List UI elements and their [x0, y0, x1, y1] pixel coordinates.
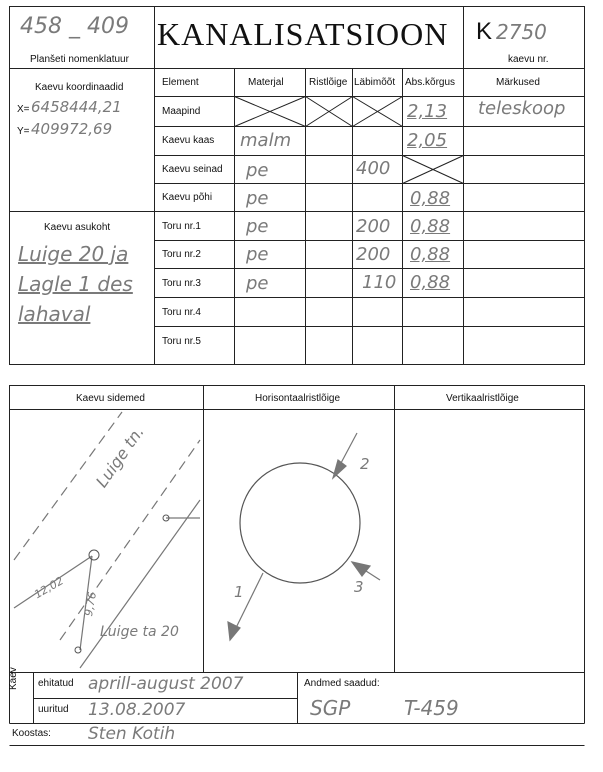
row-material: malm	[240, 130, 292, 151]
tie-distance-2: 9,76	[82, 590, 100, 618]
col-header-abs-height: Abs.kõrgus	[405, 77, 456, 88]
surveyed-label: uuritud	[38, 704, 69, 715]
horizontal-section-label: Horisontaalristlõige	[255, 393, 341, 404]
row-diameter: 400	[356, 158, 391, 179]
row-height: 2,05	[407, 130, 448, 151]
data-source-2: T-459	[404, 696, 459, 720]
pipe-2-label: 2	[360, 455, 370, 473]
compiled-by: Sten Kotih	[88, 724, 176, 744]
row-element: Toru nr.2	[162, 249, 201, 260]
sheet-number: 458 _ 409	[20, 14, 129, 39]
pipe-3-arrow	[352, 562, 370, 576]
data-source-label: Andmed saadud:	[304, 678, 380, 689]
well-number: 2750	[496, 20, 547, 44]
row-diameter: 200	[356, 244, 391, 265]
row-height: 0,88	[410, 244, 451, 265]
x-prefix: X=	[17, 104, 30, 115]
pipe-1-label: 1	[234, 583, 244, 601]
well-prefix: K	[476, 18, 493, 45]
row-material: pe	[246, 273, 269, 294]
row-diameter: 200	[356, 216, 391, 237]
surveyed-date: 13.08.2007	[88, 700, 186, 720]
row-element: Toru nr.1	[162, 221, 201, 232]
col-header-notes: Märkused	[496, 77, 540, 88]
page-title: KANALISATSIOON	[157, 16, 449, 52]
vertical-section-label: Vertikaalristlõige	[446, 393, 519, 404]
row-material: pe	[246, 216, 269, 237]
row-element: Maapind	[162, 106, 201, 117]
row-height: 0,88	[410, 216, 451, 237]
row-element: Toru nr.3	[162, 278, 201, 289]
ties-section-label: Kaevu sidemed	[76, 393, 145, 404]
col-header-element: Element	[162, 77, 199, 88]
row-material: pe	[246, 188, 269, 209]
y-coordinate: 409972,69	[31, 120, 113, 138]
well-cross-section	[240, 463, 360, 583]
well-side-label: Kaev	[8, 667, 19, 690]
col-header-cross-section: Ristlõige	[309, 77, 348, 88]
row-height: 0,88	[410, 272, 451, 293]
built-date: aprill-august 2007	[88, 674, 244, 694]
tie-distance-1: 12,02	[32, 574, 66, 602]
col-header-material: Materjal	[248, 77, 284, 88]
well-label: kaevu nr.	[508, 54, 549, 65]
row-element: Toru nr.5	[162, 336, 201, 347]
pipe-2-arrow	[333, 460, 346, 478]
location-line-3: lahaval	[18, 302, 91, 326]
row-element: Kaevu põhi	[162, 192, 213, 203]
sheet-label: Planšeti nomenklatuur	[30, 54, 129, 65]
location-line-1: Luige 20 ja	[18, 242, 129, 266]
compiled-label: Koostas:	[12, 728, 51, 739]
row-diameter: 110	[362, 272, 397, 293]
row-height: 2,13	[407, 101, 448, 122]
row-material: pe	[246, 244, 269, 265]
building-label: Luige ta 20	[100, 624, 179, 640]
row-element: Toru nr.4	[162, 307, 201, 318]
data-source-1: SGP	[310, 696, 351, 720]
row-height: 0,88	[410, 188, 451, 209]
x-coordinate: 6458444,21	[31, 98, 122, 116]
location-line-2: Lagle 1 des	[18, 272, 133, 296]
row-material: pe	[246, 160, 269, 181]
street-label: Luige tn.	[92, 422, 148, 491]
location-label: Kaevu asukoht	[44, 222, 111, 233]
built-label: ehitatud	[38, 678, 74, 689]
y-prefix: Y=	[17, 126, 30, 137]
row-notes: teleskoop	[478, 98, 566, 119]
row-element: Kaevu seinad	[162, 164, 223, 175]
pipe-3-label: 3	[354, 578, 364, 596]
coords-label: Kaevu koordinaadid	[35, 82, 124, 93]
row-element: Kaevu kaas	[162, 135, 215, 146]
col-header-diameter: Läbimõõt	[354, 77, 396, 88]
